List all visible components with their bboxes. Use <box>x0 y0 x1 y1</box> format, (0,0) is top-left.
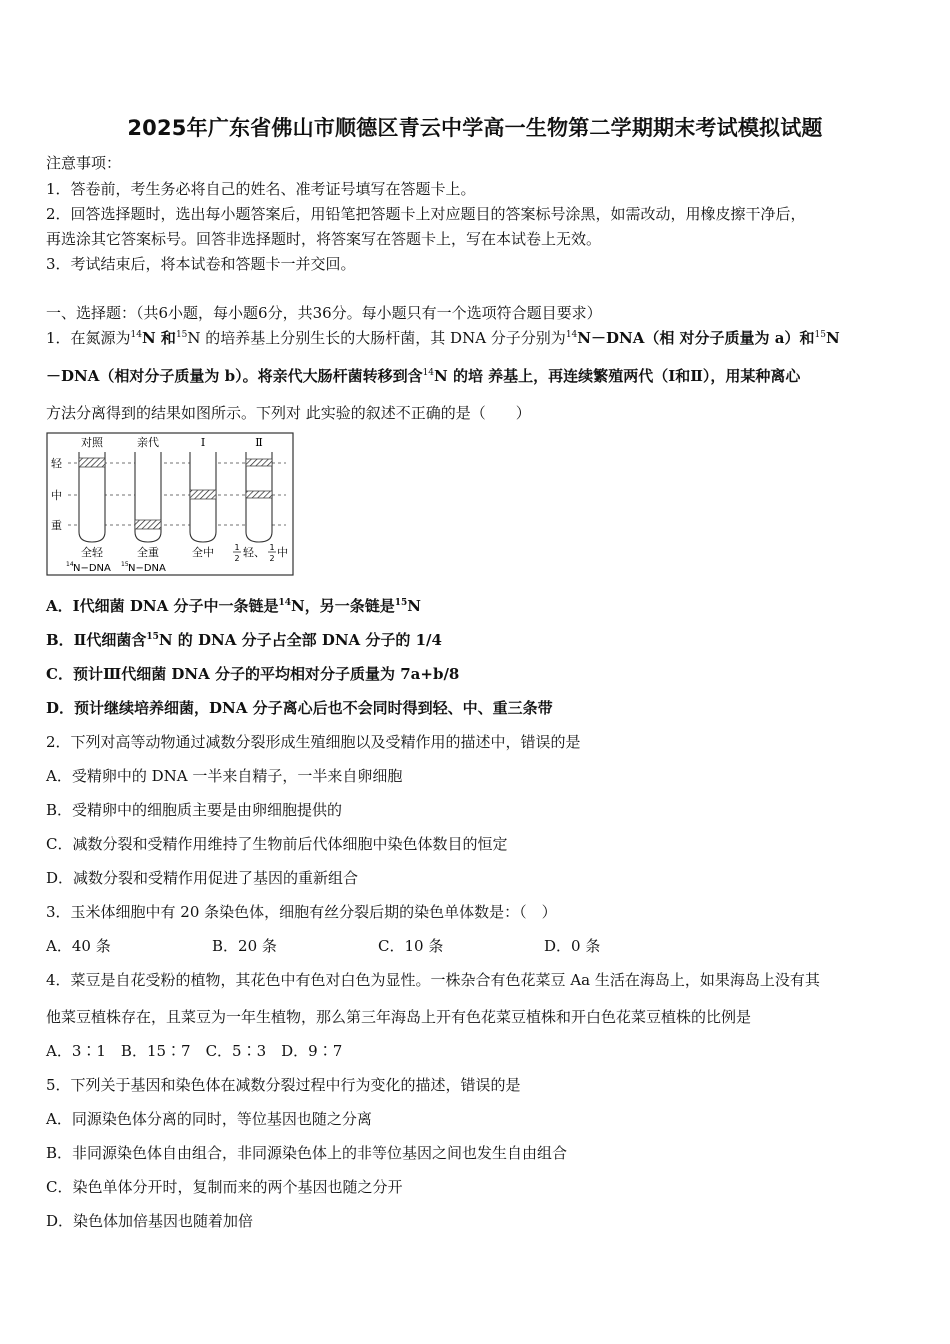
band-control-light <box>79 458 105 467</box>
q2-option-a: A．受精卵中的 DNA 一半来自精子，一半来自卵细胞 <box>46 767 403 785</box>
q1-stem-line3: 方法分离得到的结果如图所示。下列对 此实验的叙述不正确的是（ ） <box>46 404 531 422</box>
tube-label-gen2: Ⅱ <box>255 436 263 449</box>
centrifuge-figure <box>46 432 294 576</box>
q5-stem: 5．下列关于基因和染色体在减数分裂过程中行为变化的描述，错误的是 <box>46 1076 521 1094</box>
tube-label-parent: 亲代 <box>137 436 159 449</box>
fraction-1-den: 2 <box>234 554 240 563</box>
level-label-light: 轻 <box>51 457 62 470</box>
bottom-label-parent: 全重 <box>137 546 159 559</box>
band-gen2-middle <box>246 491 272 498</box>
bottom-label-gen1: 全中 <box>192 546 214 559</box>
fraction-2-den: 2 <box>269 554 275 563</box>
q3-option-a: A．40 条 <box>46 937 111 955</box>
q5-option-a: A．同源染色体分离的同时，等位基因也随之分离 <box>46 1110 372 1128</box>
q2-option-d: D．减数分裂和受精作用促进了基因的重新组合 <box>46 869 359 887</box>
q5-option-b: B．非同源染色体自由组合，非同源染色体上的非等位基因之间也发生自由组合 <box>46 1144 568 1162</box>
q4-options: A．3∶1 B．15∶7 C．5∶3 D．9∶7 <box>46 1042 343 1060</box>
q1-option-d: D．预计继续培养细菌，DNA 分子离心后也不会同时得到轻、中、重三条带 <box>46 699 553 717</box>
q1-option-a: A．Ⅰ代细菌 DNA 分子中一条链是$^{14}$N，另一条链是$^{15}$N <box>46 597 421 615</box>
dna-label-15: N−DNA <box>128 563 166 574</box>
q1-option-b: B．Ⅱ代细菌含$^{15}$N 的 DNA 分子占全部 DNA 分子的 1/4 <box>46 631 442 649</box>
q5-option-c: C．染色单体分开时，复制而来的两个基因也随之分开 <box>46 1178 403 1196</box>
q3-option-c: C．10 条 <box>378 937 444 955</box>
section-heading: 一、选择题：（共6小题，每小题6分，共36分。每小题只有一个选项符合题目要求） <box>46 304 602 322</box>
notice-item-3: 3．考试结束后，将本试卷和答题卡一并交回。 <box>46 255 356 273</box>
tube-label-control: 对照 <box>81 436 103 449</box>
page-title: 2025年广东省佛山市顺德区青云中学高一生物第二学期期末考试模拟试题 <box>127 116 823 140</box>
q3-option-d: D．0 条 <box>544 937 601 955</box>
band-gen1-middle <box>190 490 216 499</box>
q2-stem: 2．下列对高等动物通过减数分裂形成生殖细胞以及受精作用的描述中，错误的是 <box>46 733 581 751</box>
q1-stem-line2: －DNA（相对分子质量为 b）。将亲代大肠杆菌转移到含$^{14}$N 的培 养基上，再连续繁殖两代（Ⅰ和Ⅱ），用某种离心 <box>46 367 801 385</box>
q4-stem-line2: 他菜豆植株存在，且菜豆为一年生植物，那么第三年海岛上开有色花菜豆植株和开白色花菜豆植株的比例是 <box>46 1008 752 1026</box>
q3-option-b: B．20 条 <box>212 937 277 955</box>
bottom-label-gen2-light: 轻、 <box>243 546 265 559</box>
q2-option-c: C．减数分裂和受精作用维持了生物前后代体细胞中染色体数目的恒定 <box>46 835 508 853</box>
band-gen2-light <box>246 459 272 466</box>
band-parent-heavy <box>135 520 161 529</box>
dna-sup-14: 14 <box>66 561 74 568</box>
dna-sup-15: 15 <box>121 561 129 568</box>
q3-stem: 3．玉米体细胞中有 20 条染色体，细胞有丝分裂后期的染色单体数是：（ ） <box>46 903 557 921</box>
q1-stem-line1: 1．在氮源为$^{14}$N 和$^{15}$N 的培养基上分别生长的大肠杆菌，其 DNA 分子分别为$^{14}$N－DNA（相 对分子质量为 a）和$^{15}$N <box>46 329 840 347</box>
q2-option-b: B．受精卵中的细胞质主要是由卵细胞提供的 <box>46 801 343 819</box>
level-label-middle: 中 <box>51 489 62 502</box>
dna-label-14: N−DNA <box>73 563 111 574</box>
bottom-label-control: 全轻 <box>81 546 103 559</box>
tube-label-gen1: Ⅰ <box>200 436 206 449</box>
notice-item-2-cont: 再选涂其它答案标号。回答非选择题时，将答案写在答题卡上，写在本试卷上无效。 <box>46 230 602 248</box>
centrifuge-diagram <box>46 432 294 576</box>
fraction-1-num: 1 <box>234 543 240 552</box>
notice-heading: 注意事项： <box>46 154 122 172</box>
notice-item-1: 1．答卷前，考生务必将自己的姓名、准考证号填写在答题卡上。 <box>46 180 476 198</box>
q1-option-c: C．预计Ⅲ代细菌 DNA 分子的平均相对分子质量为 7a+b/8 <box>46 665 460 683</box>
fraction-2-num: 1 <box>269 543 275 552</box>
bottom-label-gen2-middle: 中 <box>277 546 288 559</box>
notice-item-2: 2．回答选择题时，选出每小题答案后，用铅笔把答题卡上对应题目的答案标号涂黑，如需改动，用橡皮擦干净后， <box>46 205 806 223</box>
q3-options <box>46 935 710 956</box>
q5-option-d: D．染色体加倍基因也随着加倍 <box>46 1212 254 1230</box>
q4-stem-line1: 4．菜豆是自花受粉的植物，其花色中有色对白色为显性。一株杂合有色花菜豆 Aa 生活在海岛上，如果海岛上没有其 <box>46 971 820 989</box>
level-label-heavy: 重 <box>51 519 62 532</box>
